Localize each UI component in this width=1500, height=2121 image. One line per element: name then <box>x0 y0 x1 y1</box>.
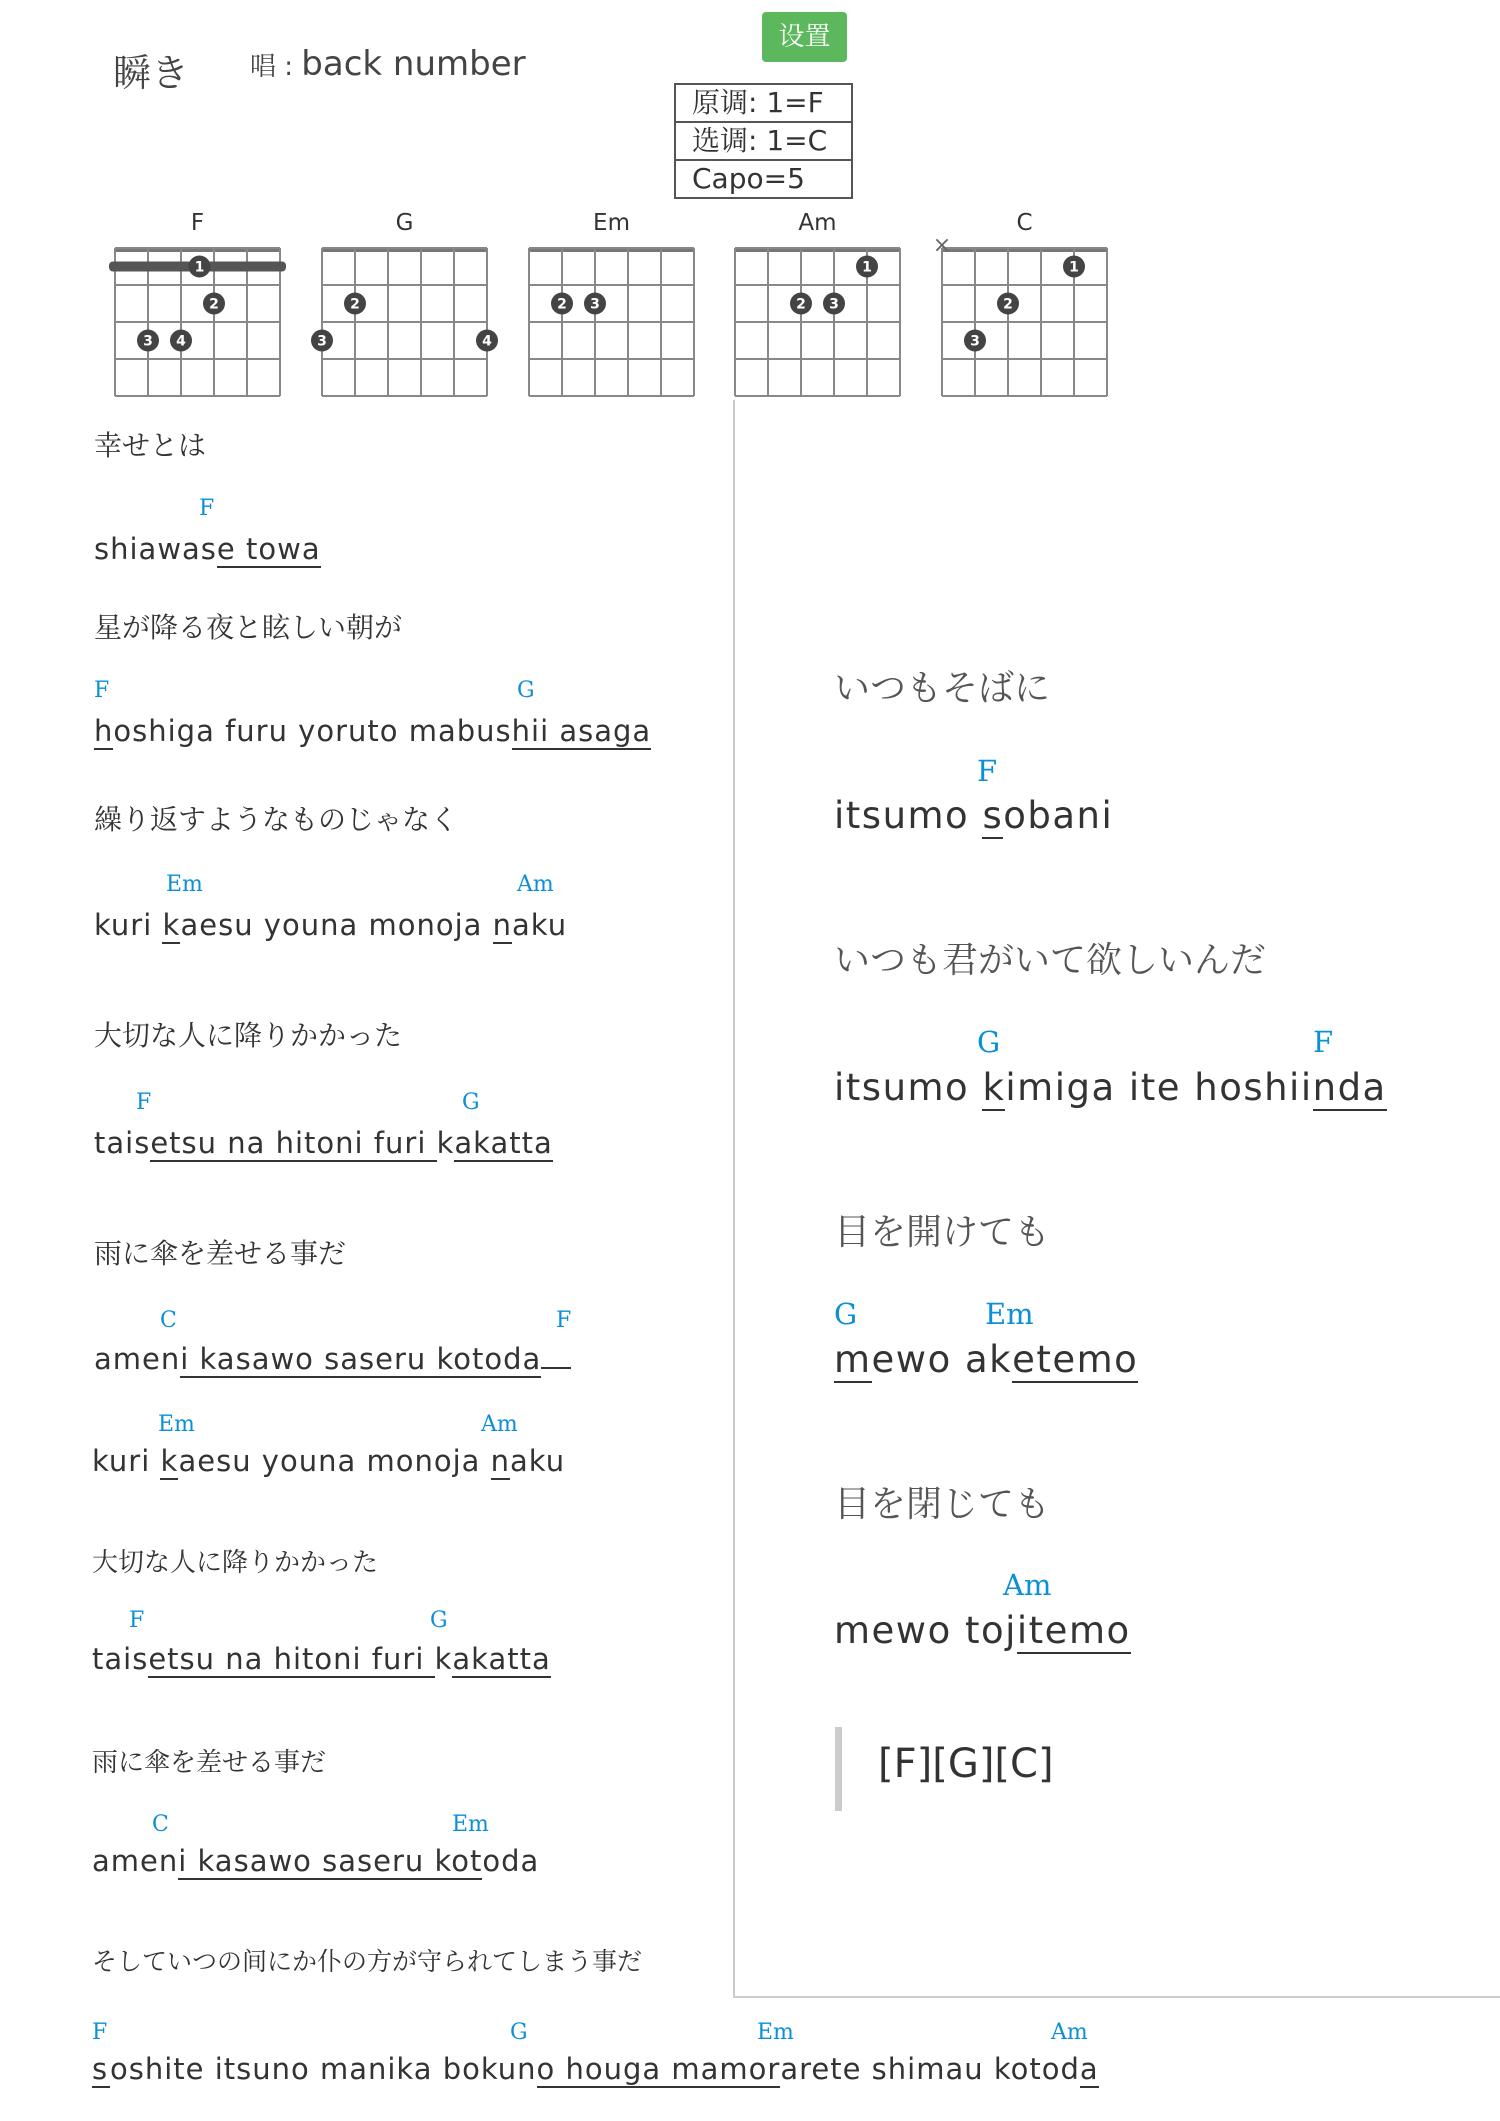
lyric-romaji: mewo tojitemo <box>834 1609 1131 1652</box>
finger-number: 2 <box>557 296 567 313</box>
chord-label[interactable]: F <box>129 1608 145 1633</box>
chord-label[interactable]: F <box>92 2020 108 2045</box>
chord-diagram-name: Em <box>593 210 630 236</box>
chord-diagram-c <box>927 238 1122 406</box>
chord-label[interactable]: G <box>977 1025 1001 1059</box>
lyric-japanese: いつもそばに <box>834 668 1051 709</box>
chord-diagram-name: C <box>1016 210 1033 236</box>
interlude-chords: [F][G][C] <box>878 1741 1054 1787</box>
finger-number: 2 <box>796 296 806 313</box>
lyric-japanese: 大切な人に降りかかった <box>94 1019 403 1052</box>
lyric-romaji: taisetsu na hitoni furi kakatta <box>94 1126 553 1160</box>
chord-label[interactable]: Em <box>757 2020 794 2045</box>
interlude-bar <box>835 1727 842 1811</box>
selected-key: 选调: 1=C <box>676 121 851 159</box>
chord-label[interactable]: F <box>136 1090 152 1115</box>
finger-number: 4 <box>482 333 492 350</box>
chord-label[interactable]: Em <box>166 872 203 897</box>
column-bottom-border <box>733 1996 1500 1998</box>
chord-label[interactable]: G <box>462 1090 480 1115</box>
chord-label[interactable]: G <box>430 1608 448 1633</box>
lyric-romaji: itsumo sobani <box>834 794 1114 837</box>
chord-label[interactable]: F <box>556 1308 572 1333</box>
chord-label[interactable]: G <box>517 678 535 703</box>
lyric-romaji: ameni kasawo saseru kotoda <box>94 1342 571 1378</box>
singer-name[interactable]: back number <box>301 44 526 84</box>
capo-info: Capo=5 <box>676 159 851 197</box>
chord-diagram-name: F <box>190 210 205 236</box>
lyric-romaji: shiawase towa <box>94 532 321 566</box>
chord-diagram-g <box>307 238 502 406</box>
chord-label[interactable]: Am <box>517 872 554 897</box>
lyric-romaji: hoshiga furu yoruto mabushii asaga <box>94 714 652 748</box>
finger-number: 2 <box>209 296 219 313</box>
lyric-romaji: mewo aketemo <box>834 1338 1139 1381</box>
chord-diagram-name: G <box>395 210 414 236</box>
song-title: 瞬き <box>113 51 190 95</box>
chord-label[interactable]: Em <box>452 1812 489 1837</box>
finger-number: 1 <box>862 259 872 276</box>
finger-number: 2 <box>1003 296 1013 313</box>
chord-diagram-f <box>100 238 295 406</box>
chord-label[interactable]: Em <box>985 1297 1034 1331</box>
chord-label[interactable]: Am <box>1051 2020 1088 2045</box>
finger-number: 1 <box>194 259 205 276</box>
chord-label[interactable]: F <box>94 678 110 703</box>
finger-number: 4 <box>176 333 186 350</box>
lyric-romaji: kuri kaesu youna monoja naku <box>92 1444 566 1478</box>
chord-label[interactable]: G <box>510 2020 528 2045</box>
original-key: 原调: 1=F <box>692 86 824 119</box>
finger-number: 3 <box>143 333 153 350</box>
column-divider <box>733 400 735 1998</box>
settings-button[interactable]: 设置 <box>762 12 847 62</box>
lyric-japanese: 目を閉じても <box>834 1484 1051 1525</box>
lyric-japanese: 大切な人に降りかかった <box>92 1548 379 1578</box>
finger-number: 3 <box>829 296 839 313</box>
finger-number: 3 <box>590 296 600 313</box>
lyric-japanese: 雨に傘を差せる事だ <box>94 1237 347 1270</box>
lyric-romaji: taisetsu na hitoni furi kakatta <box>92 1642 551 1676</box>
lyric-romaji: itsumo kimiga ite hoshiinda <box>834 1066 1387 1109</box>
singer-line <box>250 44 526 84</box>
finger-number: 1 <box>1069 259 1079 276</box>
chord-diagram-em <box>514 238 709 406</box>
chord-diagram-am <box>720 238 915 406</box>
singer-label: 唱 : <box>250 52 302 82</box>
lyric-romaji: ameni kasawo saseru kotoda <box>92 1844 540 1878</box>
lyric-japanese: 雨に傘を差せる事だ <box>92 1748 327 1778</box>
lyric-japanese: 目を開けても <box>834 1212 1051 1253</box>
chord-label[interactable]: G <box>834 1297 858 1331</box>
lyric-japanese: いつも君がいて欲しいんだ <box>834 940 1267 981</box>
lyric-romaji: kuri kaesu youna monoja naku <box>94 908 568 942</box>
chord-label[interactable]: F <box>1313 1025 1334 1059</box>
lyric-romaji: soshite itsuno manika bokuno houga mamorarete shimau kotoda <box>92 2052 1099 2086</box>
chord-diagram-name: Am <box>798 210 837 236</box>
lyric-japanese: 星が降る夜と眩しい朝が <box>94 611 403 644</box>
chord-label[interactable]: C <box>152 1812 169 1837</box>
lyric-japanese: 繰り返すようなものじゃなく <box>94 803 459 836</box>
chord-label[interactable]: C <box>160 1308 177 1333</box>
chord-label[interactable]: Em <box>158 1412 195 1437</box>
finger-number: 2 <box>350 296 360 313</box>
chord-label[interactable]: Am <box>1003 1568 1052 1602</box>
chord-label[interactable]: F <box>199 496 215 521</box>
chord-label[interactable]: Am <box>481 1412 518 1437</box>
lyric-japanese: そしていつの间にか仆の方が守られてしまう事だ <box>92 1947 643 1976</box>
chord-label[interactable]: F <box>977 754 998 788</box>
key-info-box <box>674 83 853 199</box>
lyric-japanese: 幸せとは <box>94 429 207 462</box>
muted-string-mark: × <box>932 238 952 258</box>
finger-number: 3 <box>970 333 980 350</box>
finger-number: 3 <box>317 333 327 350</box>
